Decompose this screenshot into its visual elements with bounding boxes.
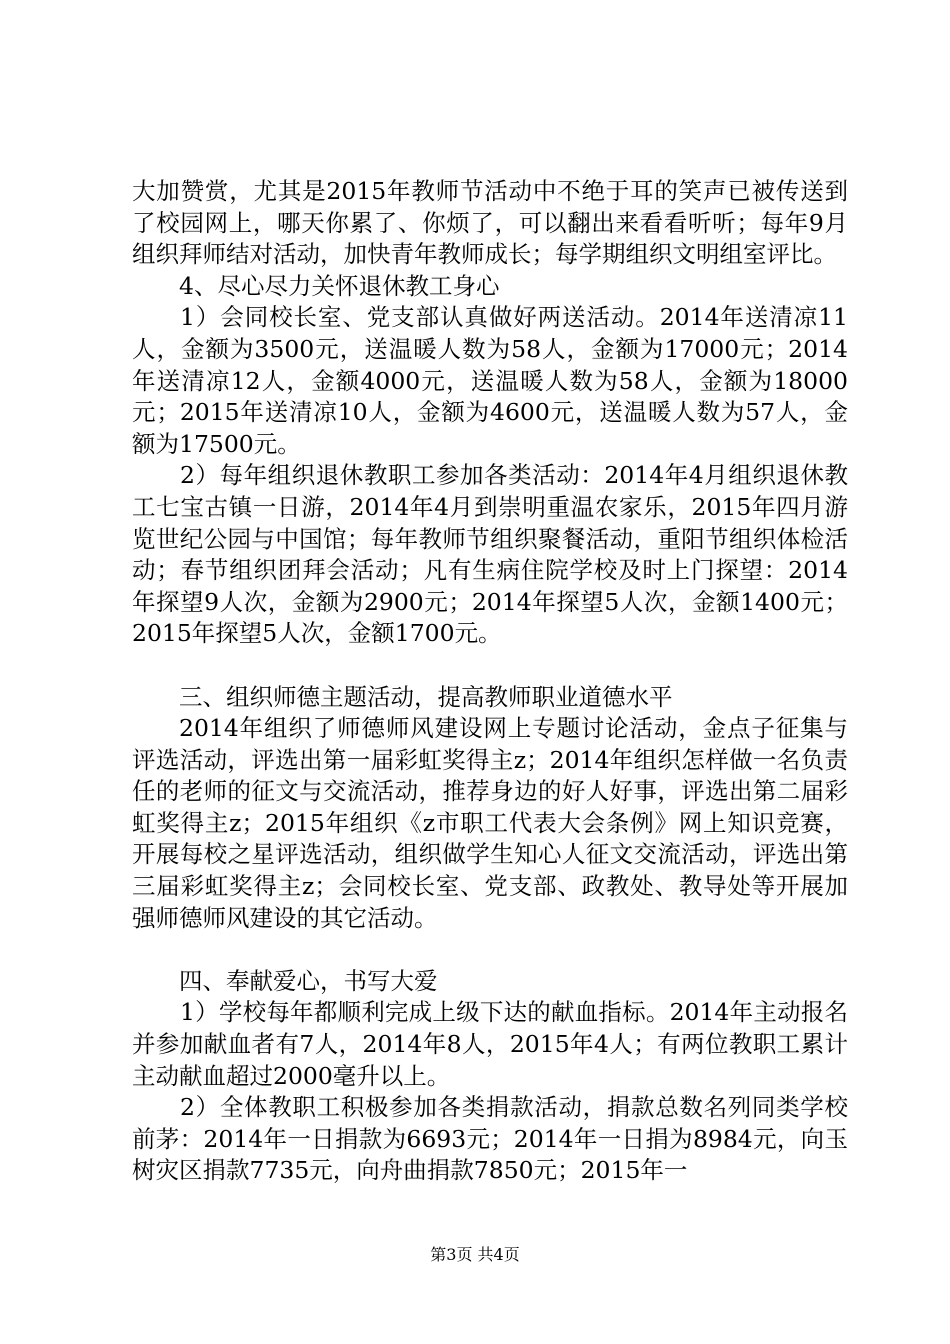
paragraph-two-deliveries: 1）会同校长室、党支部认真做好两送活动。2014年送清凉11人，金额为3500元，送温暖人数为58人，金额为17000元；2014年送清凉12人，金额4000元，送温暖人数为58人，金额为18000元；2015年送清凉10人，金额为4600元，送温暖人数为57人，金额为17500元。 — [132, 303, 848, 458]
paragraph-gap — [132, 934, 848, 966]
paragraph-gap — [132, 650, 848, 682]
document-body — [132, 176, 848, 1187]
section-heading-retiree-care: 4、尽心尽力关怀退休教工身心 — [179, 271, 500, 300]
section-heading-charity: 四、奉献爱心，书写大爱 — [179, 966, 438, 995]
paragraph-donations: 2）全体教职工积极参加各类捐款活动，捐款总数名列同类学校前茅：2014年一日捐款为6693元；2014年一日捐为8984元，向玉树灾区捐款7735元，向舟曲捐款7850元；2015年一 — [132, 1093, 848, 1185]
paragraph-continuation: 大加赞赏，尤其是2015年教师节活动中不绝于耳的笑声已被传送到了校园网上，哪天你累了、你烦了，可以翻出来看看听听；每年9月组织拜师结对活动，加快青年教师成长；每学期组织文明组室评比。 — [132, 177, 848, 269]
paragraph-retiree-activities: 2）每年组织退休教职工参加各类活动：2014年4月组织退休教工七宝古镇一日游，2014年4月到崇明重温农家乐，2015年四月游览世纪公园与中国馆；每年教师节组织聚餐活动，重阳节组织体检活动；春节组织团拜会活动；凡有生病住院学校及时上门探望：2014年探望9人次，金额为2900元；2014年探望5人次，金额1400元；2015年探望5人次，金额1700元。 — [132, 461, 848, 648]
paragraph-blood-donation: 1）学校每年都顺利完成上级下达的献血指标。2014年主动报名并参加献血者有7人，2014年8人，2015年4人；有两位教职工累计主动献血超过2000毫升以上。 — [132, 998, 848, 1090]
section-heading-ethics: 三、组织师德主题活动，提高教师职业道德水平 — [179, 682, 673, 711]
paragraph-ethics-activities: 2014年组织了师德师风建设网上专题讨论活动，金点子征集与评选活动，评选出第一届彩虹奖得主z；2014年组织怎样做一名负责任的老师的征文与交流活动，推荐身边的好人好事，评选出第二届彩虹奖得主z；2015年组织《z市职工代表大会条例》网上知识竞赛，开展每校之星评选活动，组织做学生知心人征文交流活动，评选出第三届彩虹奖得主z；会同校长室、党支部、政教处、教导处等开展加强师德师风建设的其它活动。 — [132, 714, 848, 932]
page-footer: 第3页 共4页 — [430, 1245, 520, 1264]
